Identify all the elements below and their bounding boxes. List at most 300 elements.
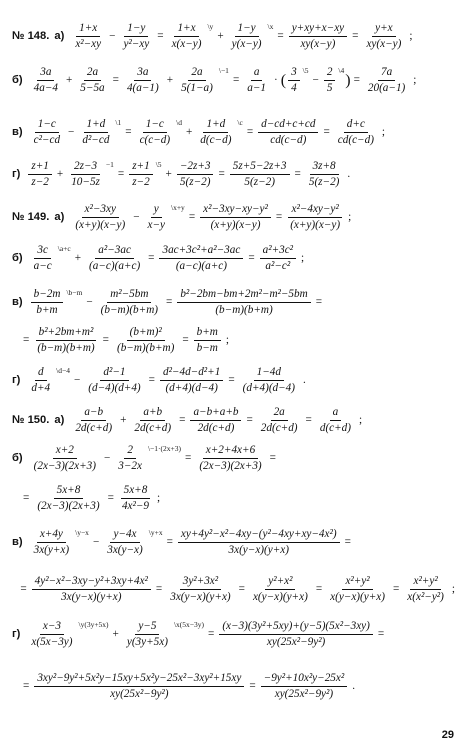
equation-line — [12, 160, 458, 190]
part-label: а) — [54, 30, 65, 43]
numerator: y²+x² — [265, 575, 295, 590]
numerator: y+xy+x−xy — [289, 22, 347, 37]
extra-factor-note: \5 — [155, 160, 162, 169]
operator: = — [353, 74, 360, 87]
operator: = — [246, 414, 253, 427]
extra-factor-note: \d — [176, 118, 182, 127]
denominator: xy(25x²−9y²) — [274, 688, 334, 701]
denominator: y(3y+5x) — [126, 636, 168, 649]
part-label: б) — [12, 74, 23, 87]
denominator: x(y−x)(y+x) — [330, 591, 385, 604]
operator: + — [112, 628, 119, 641]
equation-line — [12, 672, 458, 702]
operator: = — [23, 492, 30, 505]
numerator: 2 — [324, 66, 336, 81]
denominator: d+4 — [31, 382, 51, 395]
fraction — [324, 66, 336, 96]
fraction — [287, 203, 343, 233]
operator: = — [166, 536, 173, 549]
denominator: xy(25x²−9y²) — [110, 688, 169, 701]
operator: − — [312, 74, 319, 87]
denominator: 4a−4 — [33, 82, 58, 95]
fraction — [167, 575, 233, 605]
equation-line — [12, 118, 458, 148]
part-label: в) — [12, 126, 23, 139]
numerator: x²+y² — [410, 575, 440, 590]
fraction — [306, 160, 343, 190]
denominator: (a−c)(a+c) — [175, 260, 227, 273]
fraction — [72, 406, 115, 436]
fraction — [114, 326, 177, 356]
part-label: г) — [12, 374, 21, 387]
fraction — [197, 118, 234, 148]
operator: = — [232, 74, 240, 87]
numerator: 3 — [288, 66, 300, 81]
numerator: 1+d — [203, 118, 228, 133]
extra-factor-note: \y−x — [75, 528, 89, 537]
bracket: ( — [280, 72, 287, 90]
part-label: г) — [12, 628, 21, 641]
fraction — [129, 160, 153, 190]
denominator: (2x−3)(2x+3) — [33, 460, 96, 473]
operator: − — [133, 211, 140, 224]
denominator: c²−cd — [33, 134, 61, 147]
operator: ; — [348, 211, 352, 224]
operator: + — [56, 168, 64, 181]
page-number: 29 — [441, 728, 454, 741]
fraction — [177, 288, 310, 318]
denominator: d²−cd — [82, 134, 110, 147]
extra-factor-note: \b−m — [66, 288, 83, 297]
numerator: x²+y² — [342, 575, 372, 590]
extra-factor-note: \−1·(2x+3) — [147, 444, 182, 453]
fraction — [289, 22, 347, 52]
equation-line — [12, 528, 458, 558]
numerator: a+b — [140, 406, 165, 421]
denominator: 4x²−9 — [121, 500, 149, 513]
denominator: (a−c)(a+c) — [89, 260, 141, 273]
fraction — [77, 66, 107, 96]
operator: = — [238, 583, 245, 596]
denominator: 3x(y−x) — [107, 544, 143, 557]
denominator: xy(x−y) — [300, 38, 336, 51]
denominator: x²−xy — [75, 38, 102, 51]
part-label: б) — [12, 252, 23, 265]
part-label: г) — [12, 168, 21, 181]
fraction — [86, 244, 143, 274]
denominator: 5 — [326, 82, 333, 95]
numerator: a−b — [81, 406, 106, 421]
operator: = — [125, 126, 132, 139]
denominator: z−2 — [31, 176, 49, 189]
numerator: a²+3c² — [260, 244, 296, 259]
numerator: z+1 — [129, 160, 153, 175]
operator: · — [274, 74, 278, 87]
operator: = — [117, 168, 125, 181]
fraction — [72, 22, 104, 52]
extra-factor-note: \d−4 — [56, 366, 70, 375]
operator: − — [68, 126, 75, 139]
denominator: (b−m)(b+m) — [215, 304, 273, 317]
fraction — [28, 620, 75, 650]
equation-line — [12, 484, 458, 514]
numerator: 1−4d — [254, 366, 284, 381]
fraction — [258, 118, 318, 148]
operator: = — [179, 414, 186, 427]
extra-factor-note: \a+c — [57, 244, 71, 253]
denominator: z−2 — [132, 176, 150, 189]
operator: = — [157, 30, 164, 43]
extra-factor-note: −1 — [105, 160, 114, 169]
operator: = — [277, 30, 284, 43]
exercise-number: № 150. — [12, 414, 50, 427]
denominator: cd(c−d) — [270, 134, 307, 147]
operator: + — [217, 30, 224, 43]
numerator: 2 — [124, 444, 136, 459]
operator: = — [148, 252, 155, 265]
denominator: 3x(y−x)(y+x) — [170, 591, 231, 604]
numerator: d+c — [344, 118, 368, 133]
equation-line — [12, 326, 458, 356]
fraction — [258, 406, 301, 436]
denominator: x(5x−3y) — [31, 636, 73, 649]
numerator: 1−c — [143, 118, 167, 133]
operator: = — [148, 374, 155, 387]
numerator: 1−y — [124, 22, 148, 37]
denominator: x(x²−y²) — [407, 591, 444, 604]
numerator: a−b+a+b — [190, 406, 241, 421]
extra-factor-note: \y — [207, 22, 214, 31]
operator: = — [392, 583, 400, 596]
numerator: d−cd+c+cd — [258, 118, 318, 133]
fraction — [260, 244, 296, 274]
fraction — [120, 22, 152, 52]
fraction — [219, 620, 373, 650]
denominator: 2d(c+d) — [134, 422, 172, 435]
denominator: b+m — [36, 304, 58, 317]
operator: + — [185, 126, 193, 139]
denominator: cd(c−d) — [337, 134, 374, 147]
fraction — [229, 22, 265, 52]
fraction — [131, 406, 174, 436]
operator: = — [185, 452, 192, 465]
operator: ; — [359, 414, 363, 427]
part-label: в) — [12, 536, 23, 549]
numerator: y−4x — [110, 528, 139, 543]
denominator: y²−xy — [123, 38, 150, 51]
numerator: b²+2bm+m² — [36, 326, 97, 341]
operator: = — [352, 30, 359, 43]
fraction — [124, 66, 162, 96]
denominator: 3x(y−x)(y+x) — [61, 591, 122, 604]
extra-factor-note: \−1 — [218, 66, 229, 75]
denominator: (d+4)(d−4) — [165, 382, 218, 395]
operator: + — [65, 74, 73, 87]
numerator: 3a — [37, 66, 54, 81]
denominator: x(x−y) — [171, 38, 202, 51]
operator: − — [103, 452, 111, 465]
fraction — [169, 22, 205, 52]
denominator: (b−m)(b+m) — [37, 342, 95, 355]
numerator: 1+x — [174, 22, 198, 37]
operator: = — [305, 414, 312, 427]
part-label: б) — [12, 452, 23, 465]
denominator: 5(z−2) — [244, 176, 275, 189]
numerator: 3xy²−9y²+5x²y−15xy+5x²y−25x²−3xy²+15xy — [34, 672, 244, 687]
denominator: (b−m)(b+m) — [100, 304, 159, 317]
denominator: (2x−3)(2x+3) — [199, 460, 262, 473]
numerator: 3c — [34, 244, 51, 259]
operator: = — [275, 211, 283, 224]
operator: = — [23, 680, 30, 693]
operator: = — [228, 374, 235, 387]
operator: = — [112, 74, 119, 87]
operator: = — [102, 334, 109, 347]
operator: ; — [409, 30, 413, 43]
denominator: xy(x−y) — [366, 38, 402, 51]
fraction — [335, 118, 377, 148]
fraction — [178, 66, 216, 96]
numerator: b²−2bm−bm+2m²−m²−5bm — [177, 288, 310, 303]
operator: − — [73, 374, 81, 387]
operator: + — [165, 168, 172, 181]
extra-factor-note: \x(5x−3y) — [173, 620, 205, 629]
extra-factor-note: \4 — [338, 66, 345, 75]
operator: = — [294, 168, 301, 181]
operator: + — [166, 74, 174, 87]
denominator: 2d(c+d) — [197, 422, 235, 435]
numerator: 3a — [134, 66, 151, 81]
operator: + — [74, 252, 82, 265]
denominator: 5(1−a) — [181, 82, 213, 95]
operator: = — [188, 211, 196, 224]
numerator: 4y²−x²−3xy−y²+3xy+4x² — [32, 575, 151, 590]
operator: − — [86, 296, 93, 309]
part-label: а) — [54, 414, 65, 427]
numerator: xy+4y²−x²−4xy−(y²−4xy+xy−4x²) — [178, 528, 340, 543]
denominator: a−c — [33, 260, 52, 273]
extra-factor-note: \x+y — [170, 203, 185, 212]
denominator: (b−m)(b+m) — [116, 342, 175, 355]
fraction — [85, 366, 143, 396]
operator: = — [182, 334, 189, 347]
denominator: 2d(c+d) — [260, 422, 298, 435]
fraction — [124, 620, 171, 650]
denominator: 3−2x — [118, 460, 142, 473]
fraction — [177, 160, 214, 190]
numerator: d — [35, 366, 47, 381]
fraction — [31, 66, 61, 96]
fraction — [98, 288, 161, 318]
denominator: x−y — [147, 219, 165, 232]
operator: ; — [225, 334, 229, 347]
fraction — [194, 326, 221, 356]
operator: = — [315, 583, 323, 596]
fraction — [68, 160, 103, 190]
fraction — [34, 484, 102, 514]
numerator: −9y²+10x²y−25x² — [261, 672, 348, 687]
numerator: a — [330, 406, 342, 421]
fraction — [160, 366, 223, 396]
fraction — [178, 528, 340, 558]
fraction — [159, 244, 243, 274]
denominator: (d+4)(d−4) — [242, 382, 296, 395]
denominator: (d−4)(d+4) — [88, 382, 141, 395]
fraction — [327, 575, 388, 605]
bracket: ) — [345, 72, 351, 90]
numerator: 5x+8 — [121, 484, 151, 499]
extra-factor-note: \x — [267, 22, 274, 31]
equation-line — [12, 66, 458, 96]
numerator: x+4y — [37, 528, 66, 543]
fraction — [34, 326, 97, 356]
fraction — [230, 160, 290, 190]
operator: = — [248, 252, 255, 265]
operator: = — [218, 168, 225, 181]
fraction — [79, 118, 112, 148]
operator: = — [166, 296, 173, 309]
operator: ; — [413, 74, 417, 87]
denominator: 2d(c+d) — [75, 422, 113, 435]
operator: + — [120, 414, 127, 427]
numerator: a²−3ac — [95, 244, 134, 259]
numerator: 1+d — [84, 118, 109, 133]
numerator: y+x — [372, 22, 395, 37]
numerator: (x−3)(3y²+5xy)+(y−5)(5x²−3xy) — [219, 620, 373, 635]
fraction — [28, 366, 53, 396]
denominator: y(x−y) — [231, 38, 262, 51]
fraction — [31, 444, 99, 474]
denominator: 5−5a — [80, 82, 105, 95]
fraction — [196, 444, 264, 474]
numerator: 2a — [84, 66, 101, 81]
numerator: b−2m — [31, 288, 64, 303]
fraction — [190, 406, 241, 436]
numerator: 1+x — [76, 22, 100, 37]
part-label: в) — [12, 296, 23, 309]
operator: = — [323, 126, 330, 139]
operator: . — [303, 374, 306, 387]
denominator: 3x(y+x) — [33, 544, 70, 557]
fraction — [240, 366, 298, 396]
numerator: y — [151, 203, 162, 218]
operator: = — [315, 296, 323, 309]
denominator: xy(25x²−9y²) — [266, 636, 326, 649]
denominator: (2x−3)(2x+3) — [37, 500, 100, 513]
fraction — [31, 528, 73, 558]
numerator: 2a — [188, 66, 205, 81]
operator: = — [155, 583, 163, 596]
fraction — [137, 118, 174, 148]
denominator: (x+y)(x−y) — [210, 219, 261, 232]
operator: ; — [451, 583, 455, 596]
equation-line — [12, 366, 458, 396]
denominator: 4(a−1) — [126, 82, 159, 95]
numerator: m²−5bm — [107, 288, 151, 303]
extra-factor-note: \c — [237, 118, 243, 127]
numerator: 2a — [271, 406, 288, 421]
equation-line — [12, 620, 458, 650]
numerator: z+1 — [28, 160, 52, 175]
fraction — [32, 575, 151, 605]
denominator: (x+y)(x−y) — [75, 219, 126, 232]
numerator: 3ac+3c²+a²−3ac — [159, 244, 243, 259]
numerator: x²−4xy−y² — [288, 203, 341, 218]
fraction — [288, 66, 300, 96]
numerator: 3y²+3x² — [180, 575, 221, 590]
equation-line — [12, 288, 458, 318]
numerator: 1−c — [35, 118, 59, 133]
numerator: −2z+3 — [177, 160, 214, 175]
denominator: d(c+d) — [319, 422, 351, 435]
operator: = — [377, 628, 385, 641]
operator: = — [20, 583, 27, 596]
operator: = — [344, 536, 351, 549]
fraction — [119, 484, 152, 514]
denominator: a²−c² — [265, 260, 291, 273]
operator: ; — [381, 126, 386, 139]
equation-line — [12, 203, 458, 233]
part-label: а) — [54, 211, 65, 224]
numerator: 3z+8 — [310, 160, 339, 175]
numerator: 1−y — [235, 22, 259, 37]
equation-line — [12, 444, 458, 474]
numerator: 5z+5−2z+3 — [230, 160, 290, 175]
denominator: 20(a−1) — [367, 82, 406, 95]
denominator: x(y−x)(y+x) — [252, 591, 308, 604]
extra-factor-note: \5 — [302, 66, 309, 75]
denominator: 10−5z — [71, 176, 100, 189]
denominator: (x+y)(x−y) — [290, 219, 341, 232]
numerator: x²−3xy — [82, 203, 119, 218]
denominator: c(c−d) — [139, 134, 171, 147]
equation-line — [12, 22, 458, 52]
operator: − — [92, 536, 100, 549]
denominator: a−1 — [247, 82, 266, 95]
equation-line — [12, 244, 458, 274]
fraction — [31, 244, 55, 274]
fraction — [34, 672, 244, 702]
denominator: 5(z−2) — [179, 176, 211, 189]
operator: = — [208, 628, 215, 641]
numerator: x+2+4x+6 — [203, 444, 258, 459]
operator: = — [269, 452, 276, 465]
numerator: d²−1 — [100, 366, 128, 381]
operator: . — [347, 168, 351, 181]
numerator: x−3 — [40, 620, 64, 635]
extra-factor-note: \1 — [115, 118, 122, 127]
numerator: 5x+8 — [54, 484, 84, 499]
numerator: 2z−3 — [71, 160, 100, 175]
fraction — [115, 444, 145, 474]
denominator: 3x(y−x)(y+x) — [228, 544, 289, 557]
fraction — [72, 203, 128, 233]
fraction — [250, 575, 311, 605]
fraction — [244, 66, 269, 96]
numerator: x²−3xy−xy−y² — [200, 203, 271, 218]
operator: = — [246, 126, 254, 139]
operator: ; — [301, 252, 305, 265]
fraction — [200, 203, 271, 233]
fraction — [31, 288, 64, 318]
numerator: (b+m)² — [127, 326, 165, 341]
operator: ; — [157, 492, 161, 505]
operator: = — [107, 492, 114, 505]
numerator: b+m — [194, 326, 221, 341]
extra-factor-note: \y+x — [148, 528, 163, 537]
exercise-number: № 149. — [12, 211, 50, 224]
numerator: x+2 — [53, 444, 77, 459]
